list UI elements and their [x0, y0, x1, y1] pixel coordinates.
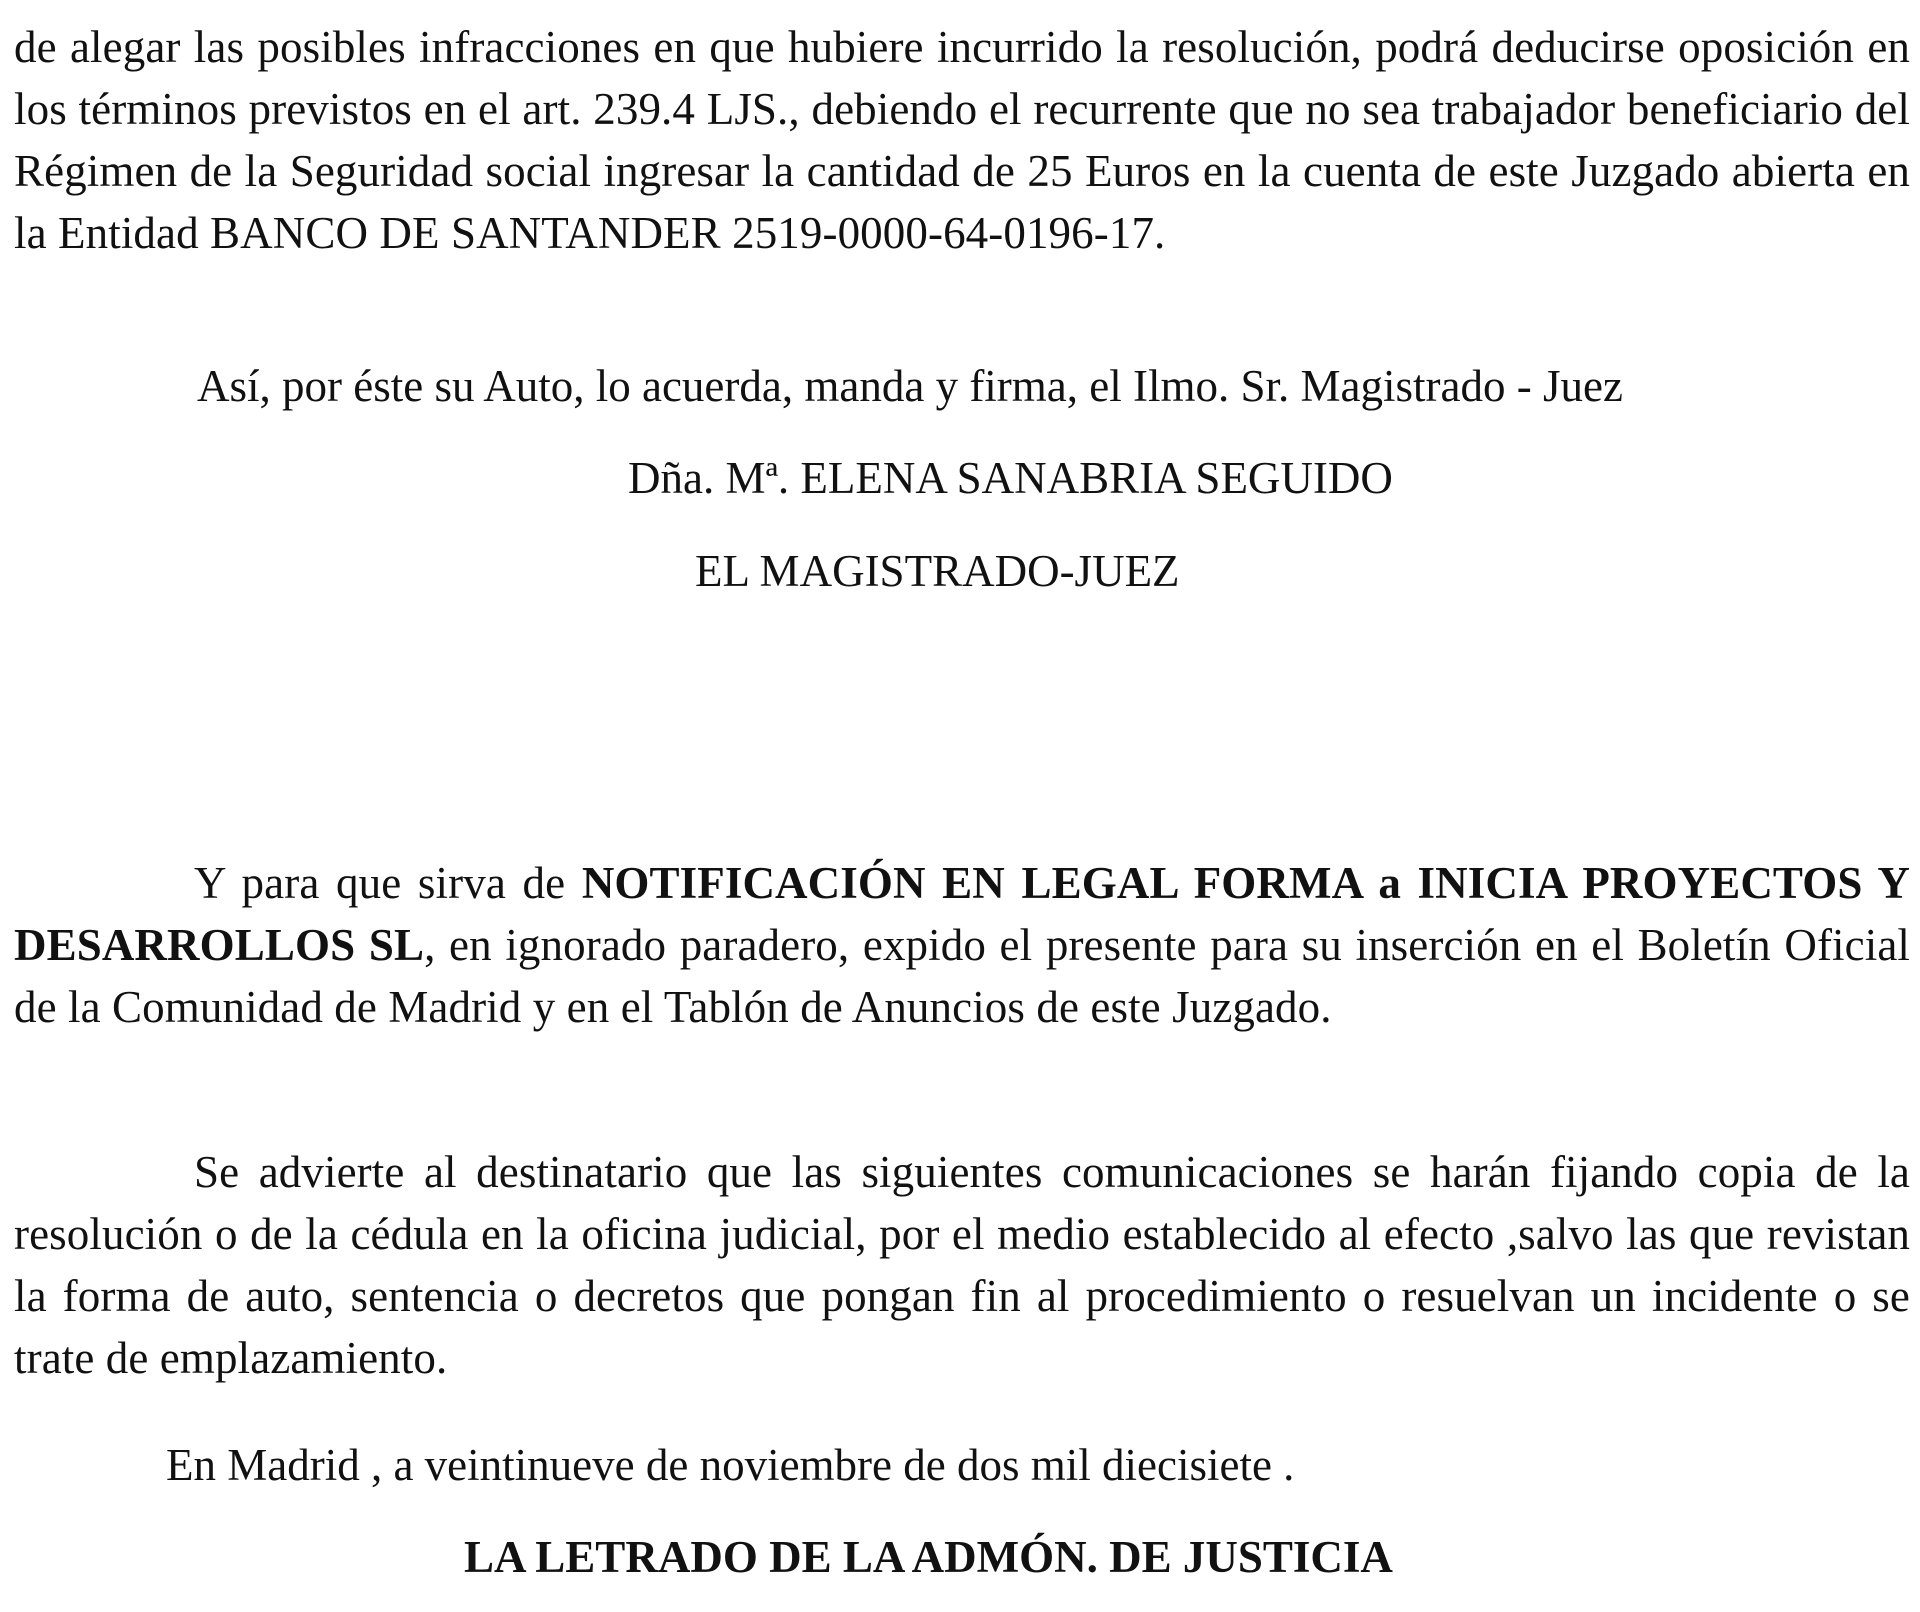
- place-and-date: En Madrid , a veintinueve de noviembre de dos mil diecisiete .: [166, 1440, 1295, 1490]
- judge-name: Dña. Mª. ELENA SANABRIA SEGUIDO: [628, 453, 1393, 503]
- notification-lead: Y para que sirva de: [194, 858, 582, 908]
- notification-paragraph: [14, 852, 1910, 1038]
- closing-formula: Así, por éste su Auto, lo acuerda, manda y firma, el Ilmo. Sr. Magistrado - Juez: [197, 361, 1623, 411]
- document-page: [14, 0, 1910, 1612]
- judge-title: EL MAGISTRADO-JUEZ: [695, 546, 1180, 596]
- notification-rest: , en ignorado paradero, expido el presente para su inserción en el Boletín Oficial de la Comunidad de Madrid y en el Tablón de Anuncios de este Juzgado.: [14, 920, 1910, 1032]
- notification-recipient: NOTIFICACIÓN EN LEGAL FORMA a INICIA PROYECTOS Y DESARROLLOS SL: [14, 858, 1911, 970]
- signature-title: LA LETRADO DE LA ADMÓN. DE JUSTICIA: [464, 1532, 1393, 1582]
- paragraph-resolution-opposition: de alegar las posibles infracciones en que hubiere incurrido la resolución, podrá deducirse oposición en los términos previstos en el art. 239.4 LJS., debiendo el recurrente que no sea trabajador beneficiario del Régimen de la Seguridad social ingresar la cantidad de 25 Euros en la cuenta de este Juzgado abierta en la Entidad BANCO DE SANTANDER 2519-0000-64-0196-17.: [14, 22, 1910, 258]
- warning-paragraph: Se advierte al destinatario que las siguientes comunicaciones se harán fijando copia de la resolución o de la cédula en la oficina judicial, por el medio establecido al efecto ,salvo las que revistan la forma de auto, sentencia o decretos que pongan fin al procedimiento o resuelvan un incidente o se trate de emplazamiento.: [14, 1147, 1910, 1383]
